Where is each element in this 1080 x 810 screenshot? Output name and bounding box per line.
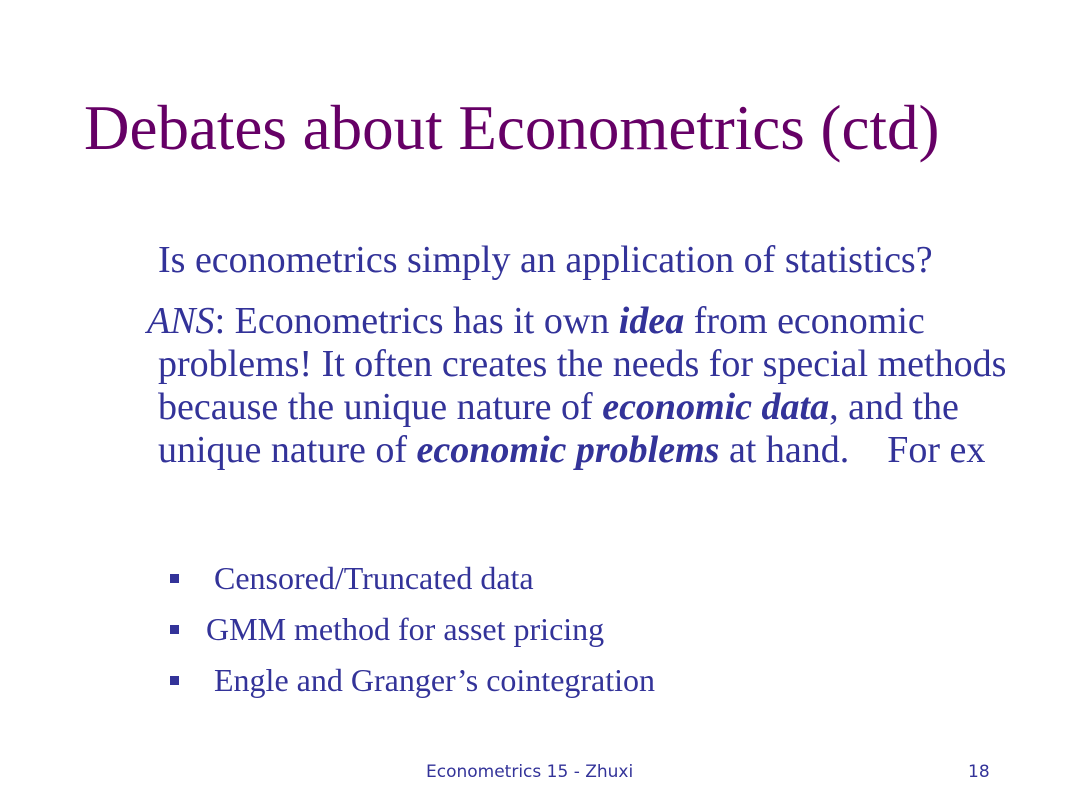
emphasis-economic-problems: economic problems <box>416 429 720 471</box>
answer-text-1: : Econometrics has it own <box>214 300 619 342</box>
question-text: Is econometrics simply an application of statistics? <box>158 239 933 281</box>
page-number: 18 <box>968 762 990 782</box>
emphasis-idea: idea <box>618 300 685 342</box>
footer-text: Econometrics 15 - Zhuxi <box>426 762 634 782</box>
list-item <box>168 609 655 660</box>
list-item-text: GMM method for asset pricing <box>206 611 605 647</box>
list-item-text: Censored/Truncated data <box>214 560 534 596</box>
example-list <box>168 558 655 711</box>
list-item-text: Engle and Granger’s cointegration <box>214 662 656 698</box>
slide-title: Debates about Econometrics (ctd) <box>84 93 940 163</box>
answer-text-4: at hand. For ex <box>719 429 986 471</box>
answer-text-2: from economic problems! It often creates the needs for special methods because the unique nature of <box>158 300 1007 428</box>
answer-paragraph <box>147 300 1038 472</box>
square-bullet-icon <box>170 574 179 583</box>
square-bullet-icon <box>170 625 179 634</box>
answer-text-3: , and the unique nature of <box>158 386 959 471</box>
list-item <box>168 558 655 609</box>
list-item <box>168 660 655 711</box>
square-bullet-icon <box>170 676 179 685</box>
emphasis-economic-data: economic data <box>602 386 830 428</box>
answer-label: ANS <box>147 300 215 342</box>
